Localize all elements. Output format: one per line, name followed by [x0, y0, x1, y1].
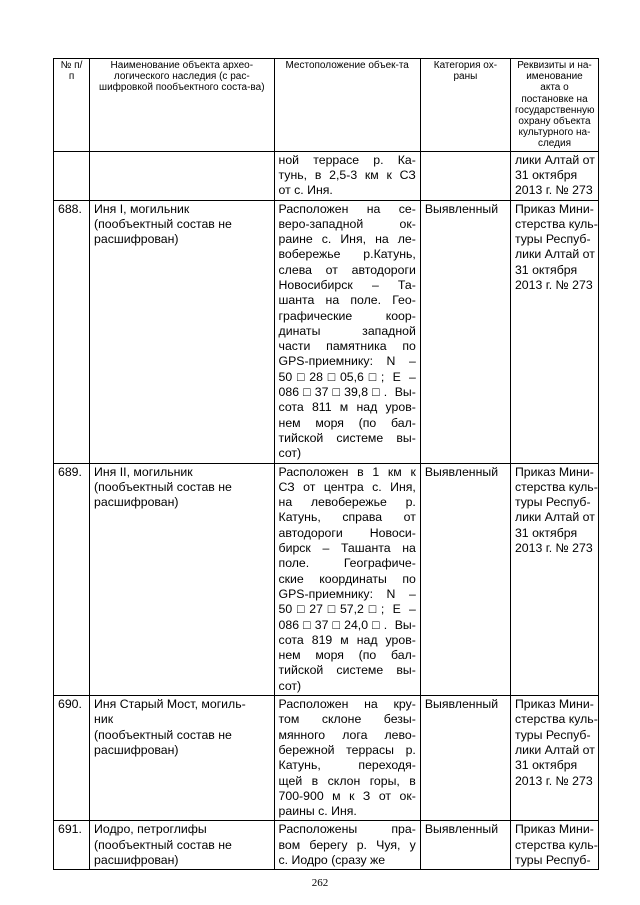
name-line: Иодро, петроглифы — [94, 822, 207, 837]
act-line: 31 октября — [514, 525, 578, 540]
cell-act — [510, 200, 598, 463]
act-line: лики Алтай от — [514, 510, 595, 525]
location-line: раине с. Иня, на ле- — [278, 232, 416, 247]
act-line: туры Респуб- — [514, 852, 591, 867]
cell-name — [90, 200, 274, 463]
cell-category: Выявленный — [420, 200, 510, 463]
table-row-continuation — [54, 151, 599, 200]
header-number: № п/п — [54, 59, 90, 152]
act-line: 31 октября — [514, 167, 578, 182]
location-line: Расположены пра- — [278, 822, 416, 837]
table-row — [54, 463, 599, 695]
location-line: сота 819 м над уров- — [278, 632, 416, 647]
cell-location — [274, 821, 420, 870]
location-line: веро-западной ок- — [278, 216, 416, 231]
header-act: Реквизиты и на-именование акта о постановке на государственную охрану объекта культурного на-следия — [510, 59, 598, 152]
header-location: Местоположение объек-та — [274, 59, 420, 152]
name-line: расшифрован) — [94, 232, 179, 247]
name-line: (пообъектный состав не — [94, 727, 232, 742]
location-line: нем моря (по бал- — [278, 648, 416, 663]
location-line: Расположен на кру- — [278, 697, 416, 712]
act-line: туры Респуб- — [514, 727, 591, 742]
table-header-row — [54, 59, 599, 152]
act-line: Приказ Мини- — [514, 697, 594, 712]
location-line: автодороги Новоси- — [278, 525, 416, 540]
cell-name — [90, 151, 274, 200]
location-line: сот) — [278, 446, 302, 461]
act-line: 31 октября — [514, 758, 578, 773]
name-line: Иня Старый Мост, могиль- — [94, 697, 246, 712]
act-line: 31 октября — [514, 262, 578, 277]
location-line: Катунь, переходя- — [278, 758, 416, 773]
location-line: тунь, в 2,5-3 км к СЗ — [278, 167, 416, 182]
location-line: тийской системе вы- — [278, 430, 416, 445]
location-line: вобережье р.Катунь, — [278, 247, 416, 262]
location-line: раины с. Иня. — [278, 804, 357, 819]
cell-name — [90, 821, 274, 870]
cell-number: 691. — [54, 821, 90, 870]
cell-category: Выявленный — [420, 821, 510, 870]
location-line: ной террасе р. Ка- — [278, 152, 416, 167]
location-line: на левобережье р. — [278, 495, 416, 510]
location-line: 700-900 м к З от ок- — [278, 788, 416, 803]
act-line: стерства куль- — [514, 479, 598, 494]
table-row — [54, 200, 599, 463]
page-number: 262 — [311, 877, 329, 889]
name-line: расшифрован) — [94, 495, 179, 510]
act-line: лики Алтай от — [514, 742, 595, 757]
name-line: (пообъектный состав не — [94, 837, 232, 852]
act-line: туры Респуб- — [514, 232, 591, 247]
cell-name — [90, 463, 274, 695]
act-line: Приказ Мини- — [514, 464, 594, 479]
location-line: слева от автодороги — [278, 262, 416, 277]
header-object-name: Наименование объекта архео-логического наследия (с рас-шифровкой пообъектного соста-ва) — [90, 59, 274, 152]
location-line: поле. Географиче- — [278, 556, 416, 571]
act-line: Приказ Мини- — [514, 201, 594, 216]
location-line: мянного лога лево- — [278, 727, 416, 742]
location-line: части памятника по — [278, 339, 416, 354]
act-line: 2013 г. № 273 — [514, 278, 593, 292]
act-line: лики Алтай от — [514, 247, 595, 262]
location-line: шанта на поле. Гео- — [278, 293, 416, 308]
cell-number — [54, 151, 90, 200]
table-row — [54, 696, 599, 821]
cell-act — [510, 821, 598, 870]
location-line: бережной террасы р. — [278, 742, 416, 757]
location-line: графические коор- — [278, 308, 416, 323]
location-line: Новосибирск – Та- — [278, 278, 416, 292]
location-line: от с. Иня. — [278, 183, 333, 198]
act-line: 2013 г. № 273 — [514, 773, 593, 788]
act-line: стерства куль- — [514, 712, 598, 727]
cell-name — [90, 696, 274, 821]
location-line: Катунь, справа от — [278, 510, 416, 525]
location-line: 086□37□39,8□. Вы- — [278, 385, 416, 400]
name-line: расшифрован) — [94, 742, 179, 757]
cell-location — [274, 200, 420, 463]
location-line: нем моря (по бал- — [278, 415, 416, 430]
cell-category: Выявленный — [420, 696, 510, 821]
location-line: GPS-приемнику: N – — [278, 354, 416, 369]
location-line: СЗ от центра с. Иня, — [278, 479, 416, 494]
name-line: (пообъектный состав не — [94, 479, 232, 494]
name-line: Иня II, могильник — [94, 464, 193, 479]
cell-act — [510, 151, 598, 200]
cell-category — [420, 151, 510, 200]
act-line: 2013 г. № 273 — [514, 541, 593, 556]
name-line: (пообъектный состав не — [94, 216, 232, 231]
location-line: сота 811 м над уров- — [278, 400, 416, 415]
act-line: туры Респуб- — [514, 495, 591, 510]
act-line: Приказ Мини- — [514, 822, 594, 837]
heritage-registry-table — [53, 58, 599, 870]
location-line: вом берегу р. Чуя, у — [278, 837, 416, 852]
act-line: стерства куль- — [514, 216, 598, 231]
location-line: Расположен на се- — [278, 201, 416, 216]
cell-location — [274, 696, 420, 821]
act-line: стерства куль- — [514, 837, 598, 852]
cell-act — [510, 463, 598, 695]
location-line: том склоне безы- — [278, 712, 416, 727]
act-line: лики Алтай от — [514, 152, 595, 167]
cell-category: Выявленный — [420, 463, 510, 695]
location-line: GPS-приемнику: N – — [278, 586, 416, 601]
cell-number: 689. — [54, 463, 90, 695]
cell-number: 690. — [54, 696, 90, 821]
name-line: Иня I, могильник — [94, 201, 190, 216]
location-line: 50□27□57,2□; E – — [278, 602, 416, 617]
location-line: Расположен в 1 км к — [278, 464, 416, 479]
table-row — [54, 821, 599, 870]
location-line: щей в склон горы, в — [278, 773, 416, 788]
location-line: с. Иодро (сразу же — [278, 852, 386, 867]
location-line: 086□37□24,0□. Вы- — [278, 617, 416, 632]
location-line: ские координаты по — [278, 571, 416, 586]
location-line: динаты западной — [278, 323, 416, 338]
name-line: ник — [94, 712, 114, 727]
cell-act — [510, 696, 598, 821]
location-line: сот) — [278, 678, 302, 693]
header-category: Категория ох-раны — [420, 59, 510, 152]
cell-number: 688. — [54, 200, 90, 463]
location-line: тийской системе вы- — [278, 663, 416, 678]
cell-location — [274, 463, 420, 695]
location-line: 50□28□05,6□; E – — [278, 369, 416, 384]
name-line: расшифрован) — [94, 852, 179, 867]
act-line: 2013 г. № 273 — [514, 183, 593, 198]
location-line: бирск – Ташанта на — [278, 541, 416, 556]
cell-location — [274, 151, 420, 200]
